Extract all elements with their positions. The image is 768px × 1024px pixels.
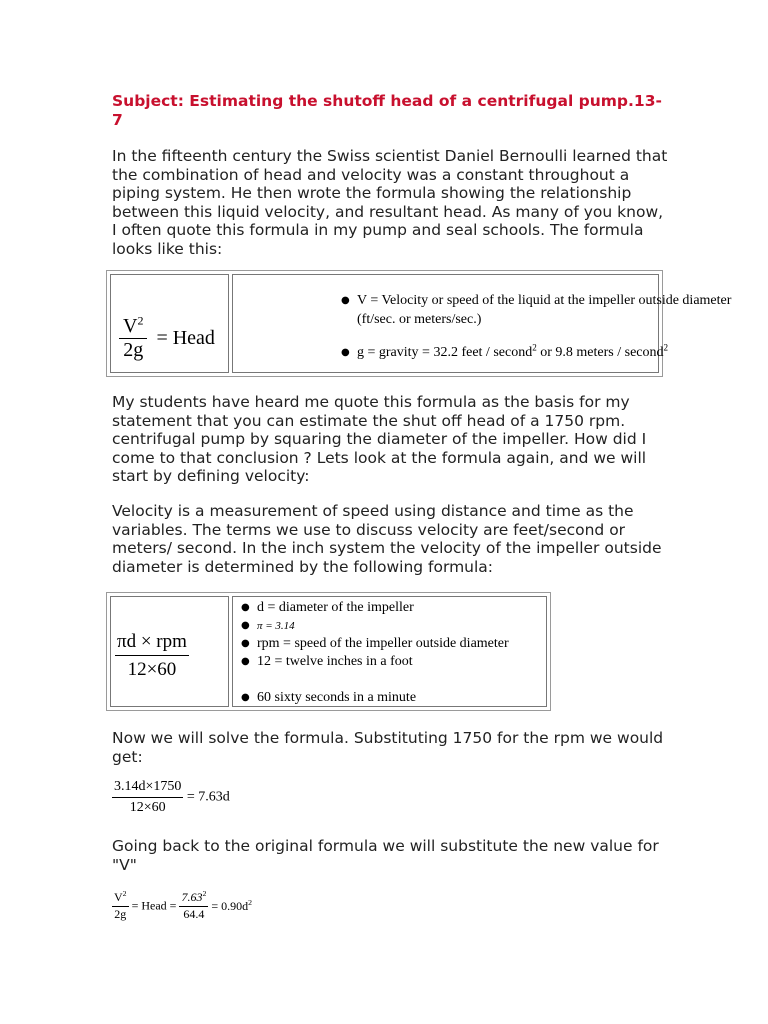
bullet-icon: ● <box>241 620 250 631</box>
velocity-denominator: 12×60 <box>127 659 177 680</box>
head-result: = $0.90d^2$ <box>211 897 253 913</box>
velocity-definitions-list <box>237 599 542 707</box>
bullet-icon: ● <box>241 602 250 613</box>
velocity-symbol: V <box>123 315 138 337</box>
substitute-paragraph: Going back to the original formula we will substitute the new value for "V" <box>112 837 659 874</box>
velocity-formula-table <box>106 592 551 711</box>
bernoulli-fraction <box>119 315 147 362</box>
velocity-definitions-cell <box>232 596 547 707</box>
two-g-denominator: 2g <box>123 339 144 361</box>
equals-head-text: = Head = <box>131 898 177 913</box>
list-item: ● 60 sixty seconds in a minute <box>241 690 417 705</box>
solution-numerator: 3.14d×1750 <box>114 779 182 794</box>
bullet-icon: ● <box>241 656 250 667</box>
velocity-formula-cell <box>110 596 229 707</box>
solution-result: = 7.63d <box>186 789 230 805</box>
velocity-solution-formula <box>112 779 230 816</box>
velocity-exponent: 2 <box>137 313 144 328</box>
equals-head-text: = Head <box>156 327 215 349</box>
bernoulli-definitions-list <box>337 291 737 362</box>
velocity-fraction <box>115 631 189 681</box>
list-item: ● rpm = speed of the impeller outside diameter <box>241 636 509 651</box>
velocity-numerator: πd × rpm <box>117 631 187 652</box>
bullet-icon: ● <box>241 692 250 703</box>
bernoulli-formula-table <box>106 270 732 377</box>
lhs-fraction: $\frac{V^2}{2g}$ <box>114 889 127 921</box>
bernoulli-definitions-cell <box>232 274 732 373</box>
solution-fraction <box>112 779 183 816</box>
bullet-icon: ● <box>341 295 350 306</box>
bullet-icon: ● <box>241 638 250 649</box>
intro-paragraph: In the fifteenth century the Swiss scientist Daniel Bernoulli learned that the combination of head and velocity was a constant throughout a piping system. He then wrote the formula showing the relationship between this liquid velocity, and resultant head. As many of you know, I often quote this formula in my pump and seal schools. The formula looks like this: <box>112 147 668 258</box>
head-solution-formula <box>112 890 252 922</box>
students-paragraph: My students have heard me quote this formula as the basis for my statement that you can estimate the shut off head of a 1750 rpm. centrifugal pump by squaring the diameter of the impeller. How did I come to that conclusion ? Lets look at the formula again, and we will start by defining velocity: <box>112 393 647 485</box>
bullet-icon: ● <box>341 347 350 358</box>
velocity-paragraph: Velocity is a measurement of speed using distance and time as the variables. The terms we use to discuss velocity are feet/second or meters/ second. In the inch system the velocity of the impeller outside diameter is determined by the following formula: <box>112 502 662 576</box>
solution-denominator: 12×60 <box>129 800 166 815</box>
list-item: ● d = diameter of the impeller <box>241 600 414 615</box>
list-item: ● V = Velocity or speed of the liquid at the impeller outside diameter (ft/sec. or meters/sec.) <box>341 293 732 327</box>
bernoulli-formula-cell <box>110 274 229 373</box>
list-item: ● 12 = twelve inches in a foot <box>241 654 413 669</box>
list-item: ● π = 3.14 <box>237 617 542 635</box>
rhs-fraction: $\frac{7.63^2}{64.4}$ <box>181 889 207 921</box>
solve-paragraph: Now we will solve the formula. Substituting 1750 for the rpm we would get: <box>112 729 664 766</box>
subject-heading: Subject: Estimating the shutoff head of a centrifugal pump.13-7 <box>112 92 662 129</box>
list-item: ● g = gravity = 32.2 feet / second$^2$ or 9.8 meters / second$^2$ <box>341 342 669 360</box>
